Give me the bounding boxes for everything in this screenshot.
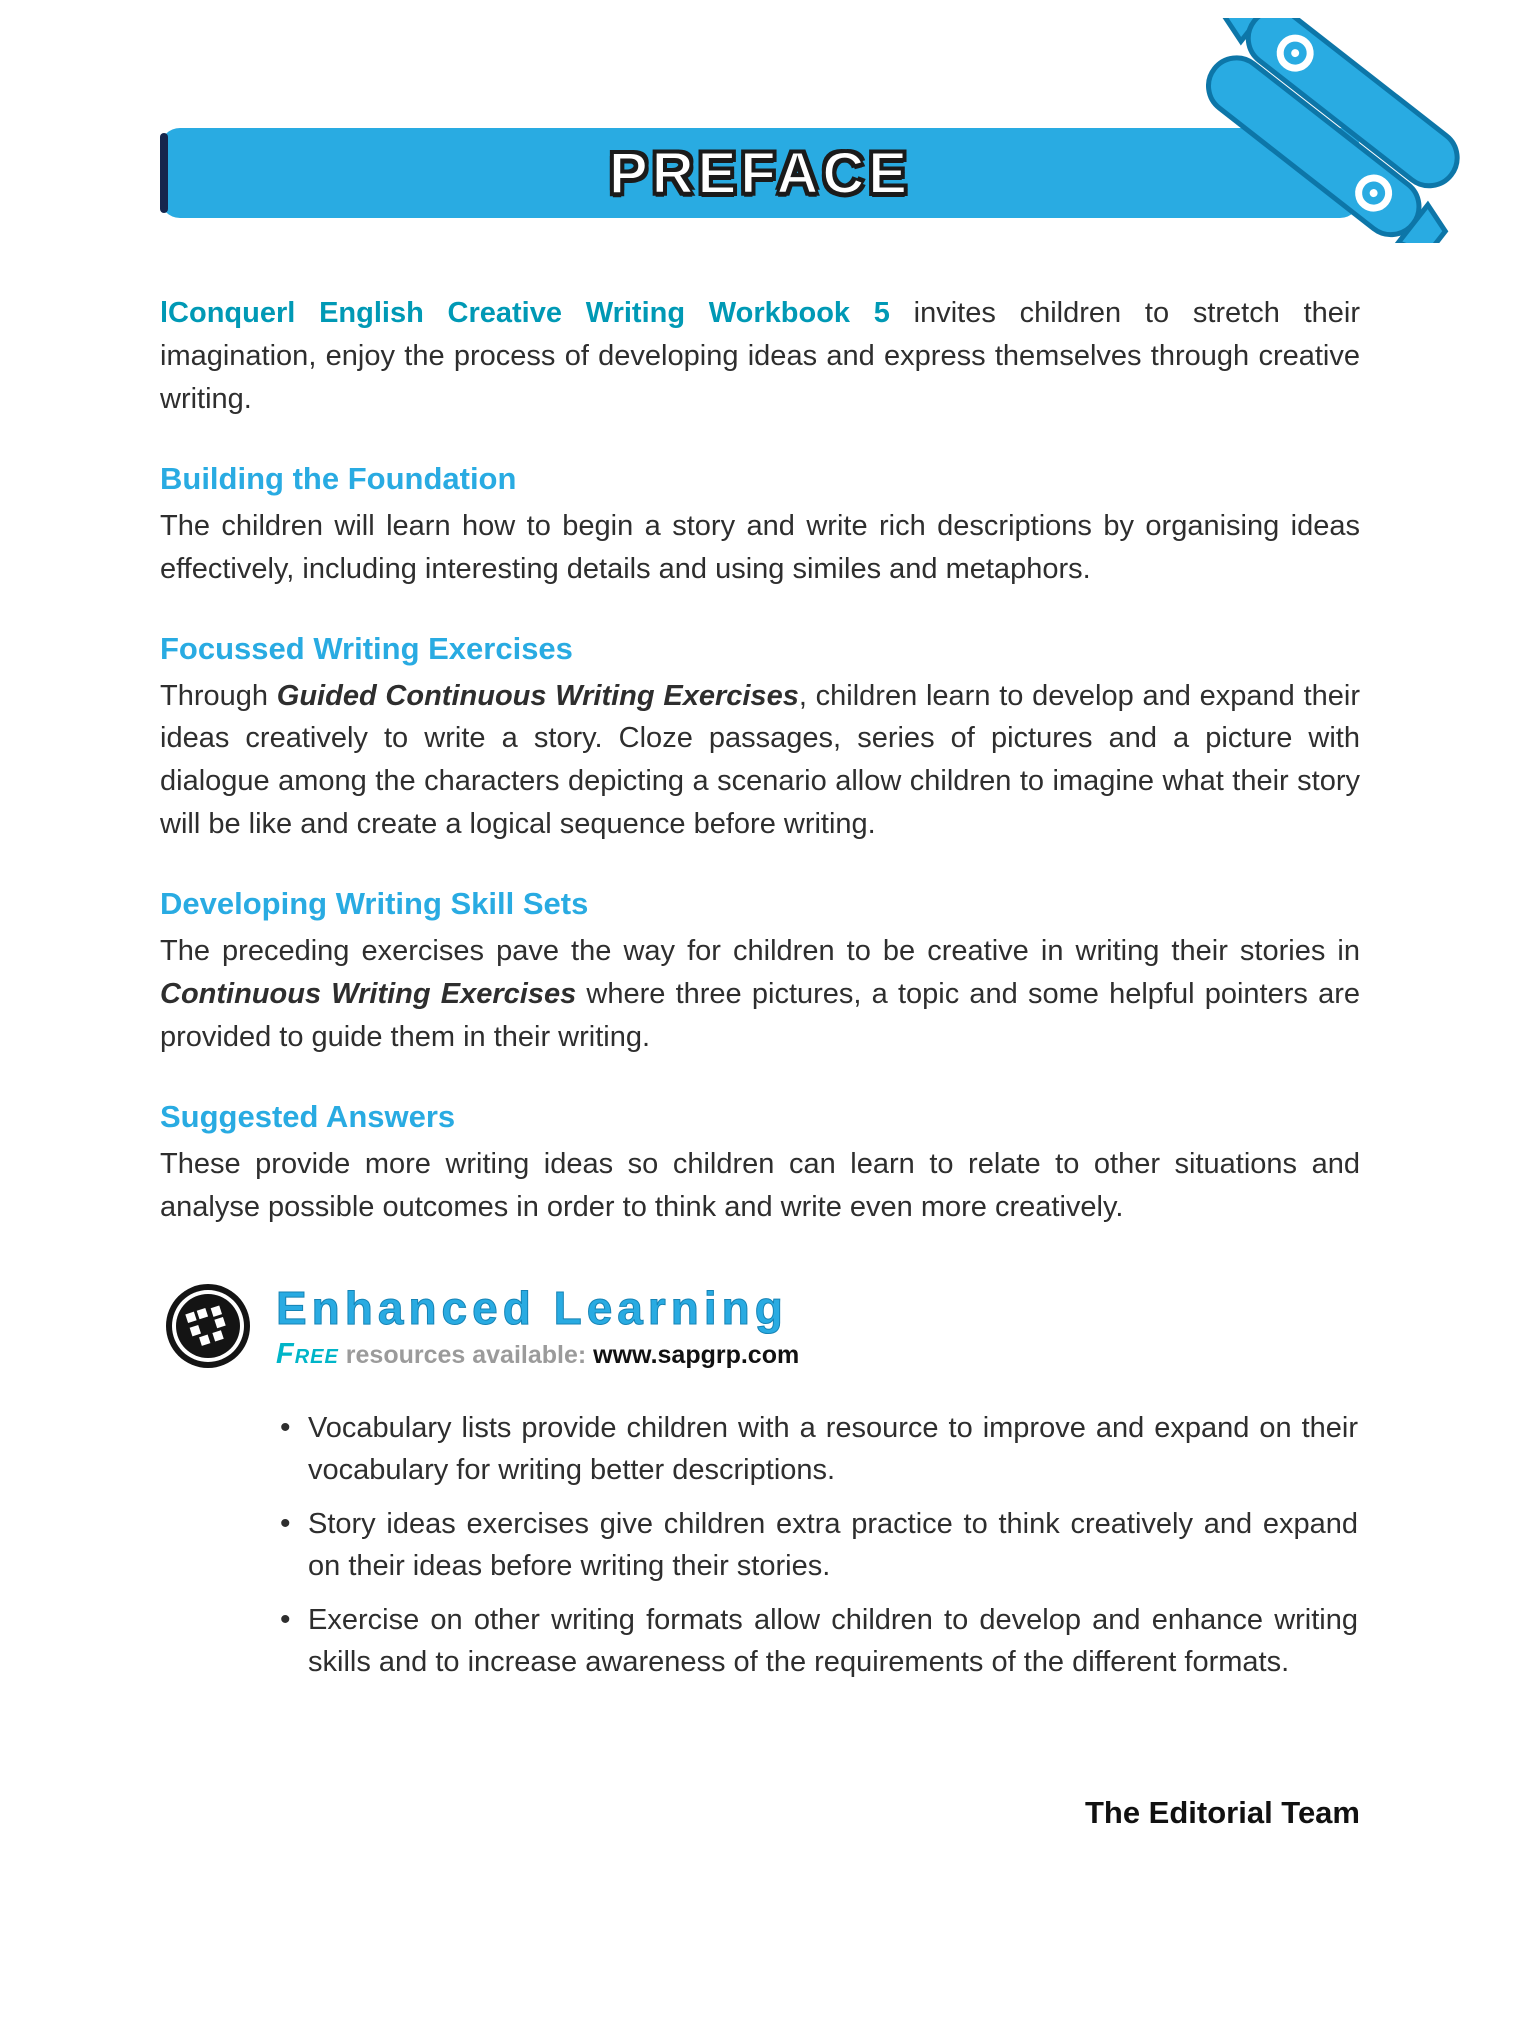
workbook-brand: lConquerl English Creative Writing Workbook 5: [160, 297, 890, 329]
emphasised-phrase: Guided Continuous Writing Exercises: [276, 679, 799, 712]
bullet-item: [278, 1599, 1358, 1683]
section-heading: Suggested Answers: [160, 1098, 456, 1134]
emphasised-phrase: Continuous Writing Exercises: [160, 978, 577, 1011]
qr-code-icon: [164, 1282, 252, 1370]
bullet-item: [278, 1503, 1358, 1587]
enhanced-learning-text: [276, 1281, 799, 1371]
crayons-graphic: [1206, 18, 1476, 243]
section-focussed-writing-exercises: [160, 631, 1360, 847]
preface-banner: [160, 128, 1360, 218]
intro-paragraph: [160, 292, 1360, 421]
enhanced-learning-block: [164, 1281, 1360, 1371]
section-suggested-answers: [160, 1099, 1360, 1229]
enhanced-learning-title: Enhanced Learning: [276, 1281, 788, 1334]
editorial-team-signature: The Editorial Team: [1084, 1794, 1360, 1830]
bullet-text: Story ideas exercises give children extra practice to think creatively and expand on their ideas before writing their stories.: [308, 1507, 1358, 1582]
section-paragraph: [160, 675, 1360, 847]
paragraph-text: The preceding exercises pave the way for children to be creative in writing their stories in: [160, 935, 1360, 968]
free-label: Free: [276, 1337, 339, 1370]
page-content: [160, 218, 1360, 1831]
section-building-the-foundation: [160, 461, 1360, 591]
section-paragraph: These provide more writing ideas so children can learn to relate to other situations and analyse possible outcomes in order to think and write even more creatively.: [160, 1147, 1360, 1223]
section-heading: Building the Foundation: [160, 460, 517, 496]
resources-available-label: resources available:: [338, 1340, 594, 1369]
paragraph-text: Through: [160, 679, 277, 712]
section-heading: Focussed Writing Exercises: [160, 630, 573, 666]
intro-text: invites children to stretch their imagination, enjoy the process of developing ideas and express themselves through creative writing.: [160, 297, 1360, 415]
section-paragraph: [160, 930, 1360, 1059]
banner-left-accent: [160, 133, 168, 213]
bullet-item: [278, 1407, 1358, 1491]
crayons-decoration: [1206, 18, 1476, 243]
enhanced-learning-bullet-list: [278, 1407, 1358, 1683]
bullet-text: Exercise on other writing formats allow children to develop and enhance writing skills and to increase awareness of the requirements of the different formats.: [308, 1603, 1358, 1678]
paragraph-text: , children learn to develop and expand their ideas creatively to write a story. Cloze passages, series of pictures and a picture with dialogue among the characters depicting a scenario allow children to imagine what their story will be like and create a logical sequence before writing.: [160, 679, 1360, 841]
bullet-text: Vocabulary lists provide children with a resource to improve and expand on their vocabulary for writing better descriptions.: [308, 1411, 1358, 1486]
resources-url: www.sapgrp.com: [593, 1340, 800, 1369]
paragraph-text: where three pictures, a topic and some helpful pointers are provided to guide them in their writing.: [160, 978, 1360, 1053]
page-title: PREFACE: [609, 140, 911, 206]
section-developing-writing-skill-sets: [160, 886, 1360, 1059]
section-paragraph: The children will learn how to begin a story and write rich descriptions by organising ideas effectively, including interesting details and using similes and metaphors.: [160, 509, 1360, 585]
section-heading: Developing Writing Skill Sets: [160, 886, 589, 922]
free-resources-line: [276, 1338, 799, 1371]
